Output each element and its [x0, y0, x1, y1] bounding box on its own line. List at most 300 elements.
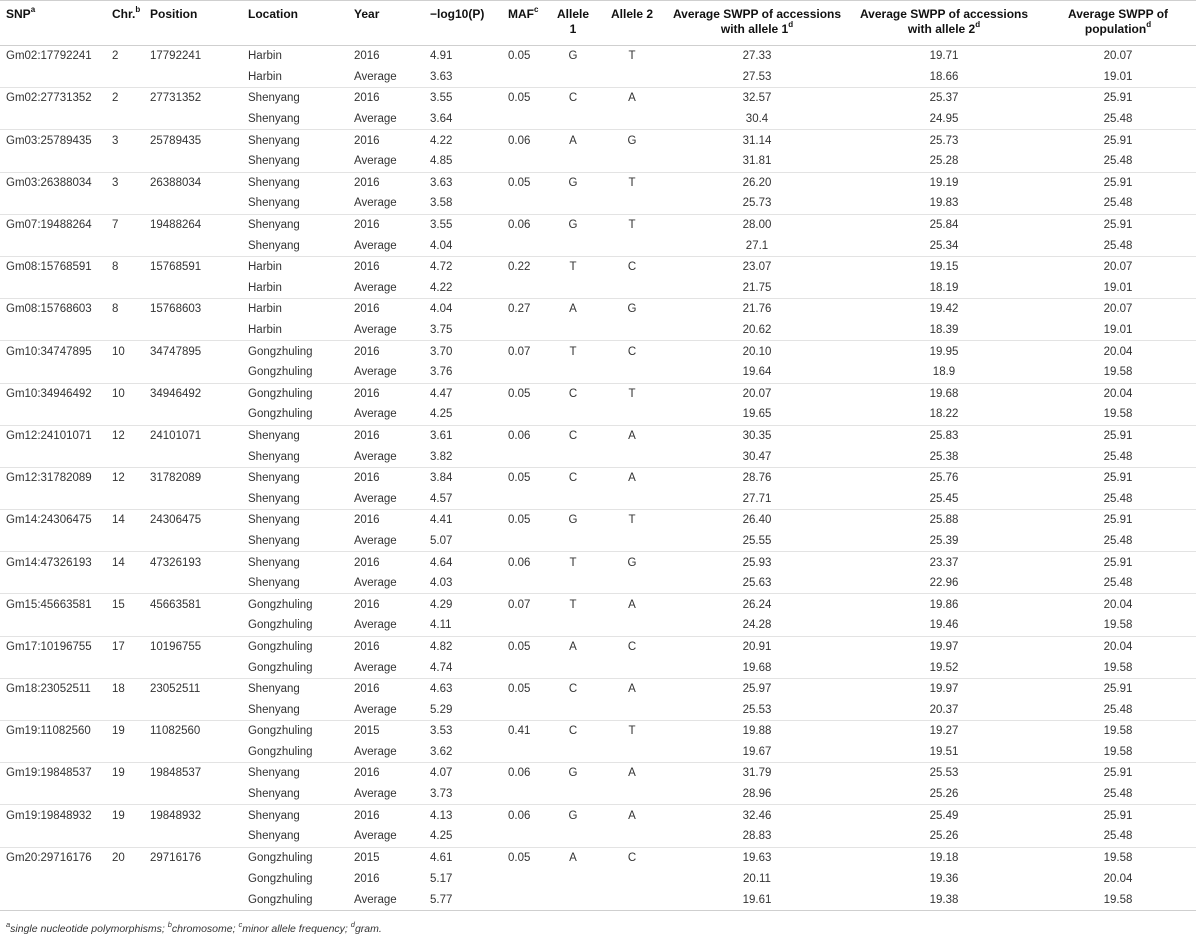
cell-position — [144, 446, 242, 467]
cell-swpp-population: 25.91 — [1103, 134, 1133, 147]
cell-neglog10p: 3.75 — [424, 320, 502, 341]
cell-year: Average — [348, 657, 424, 678]
column-header-allele-1 — [546, 1, 598, 46]
header-row — [0, 1, 1196, 46]
cell-year: 2016 — [354, 92, 380, 105]
cell-location: Gongzhuling — [248, 640, 313, 653]
cell-swpp-population: 25.91 — [1103, 176, 1133, 189]
footnote-marker: d — [350, 919, 355, 929]
cell-year: Average — [348, 488, 424, 509]
cell-year: 2016 — [354, 598, 380, 611]
cell-position — [144, 868, 242, 889]
column-header-swpp-allele-1 — [664, 1, 848, 46]
cell-allele-1 — [546, 573, 598, 594]
cell-swpp-population: 25.91 — [1103, 683, 1133, 696]
cell-swpp-allele-2: 18.22 — [848, 404, 1038, 425]
cell-neglog10p: 4.04 — [424, 235, 502, 256]
cell-swpp-population: 19.58 — [1103, 851, 1133, 864]
cell-chr: 20 — [112, 851, 125, 864]
cell-swpp-allele-2: 25.37 — [929, 92, 959, 105]
cell-chr — [106, 784, 144, 805]
cell-allele-2 — [598, 573, 664, 594]
cell-neglog10p: 4.22 — [424, 278, 502, 299]
cell-maf: 0.05 — [508, 472, 531, 485]
cell-swpp-allele-2: 25.34 — [848, 235, 1038, 256]
column-header-label: Average SWPP of accessions with allele 1 — [672, 7, 842, 36]
cell-maf: 0.05 — [508, 640, 531, 653]
cell-swpp-population: 20.07 — [1103, 261, 1133, 274]
table-row — [0, 467, 1196, 488]
table-row — [0, 256, 1196, 277]
cell-year: 2015 — [354, 851, 380, 864]
footnote-text: chromosome; — [171, 923, 239, 935]
cell-location: Gongzhuling — [242, 657, 348, 678]
cell-swpp-population: 25.91 — [1103, 556, 1133, 569]
cell-swpp-allele-1: 19.63 — [742, 851, 772, 864]
cell-chr — [106, 868, 144, 889]
cell-maf — [502, 784, 546, 805]
cell-location: Gongzhuling — [242, 615, 348, 636]
cell-allele-2 — [598, 446, 664, 467]
cell-neglog10p: 3.70 — [430, 345, 453, 358]
cell-position: 10196755 — [150, 640, 202, 653]
cell-allele-2: A — [628, 683, 636, 696]
cell-snp: Gm18:23052511 — [6, 683, 91, 696]
cell-year: Average — [348, 404, 424, 425]
cell-position: 45663581 — [150, 598, 202, 611]
cell-swpp-allele-1: 21.76 — [742, 303, 772, 316]
cell-swpp-allele-2: 19.38 — [848, 889, 1038, 910]
cell-allele-1 — [546, 404, 598, 425]
cell-swpp-allele-1: 20.11 — [743, 872, 771, 885]
cell-chr: 3 — [112, 134, 119, 147]
cell-position: 25789435 — [150, 134, 202, 147]
cell-maf — [502, 404, 546, 425]
cell-allele-1: G — [568, 809, 578, 822]
cell-position: 19848537 — [150, 767, 202, 780]
cell-maf — [502, 742, 546, 763]
cell-swpp-population: 20.04 — [1103, 872, 1133, 885]
cell-allele-1: G — [568, 50, 578, 63]
cell-swpp-population: 20.04 — [1103, 345, 1133, 358]
cell-neglog10p: 4.47 — [430, 387, 453, 400]
cell-year: Average — [348, 446, 424, 467]
cell-position — [144, 742, 242, 763]
cell-maf: 0.07 — [508, 598, 531, 611]
cell-snp: Gm03:26388034 — [6, 176, 92, 189]
cell-swpp-population: 19.58 — [1038, 404, 1196, 425]
cell-maf: 0.05 — [508, 514, 531, 527]
cell-allele-2 — [598, 657, 664, 678]
column-header-year — [348, 1, 424, 46]
table-row — [0, 235, 1196, 256]
column-header-label: MAF — [508, 7, 534, 21]
cell-year: Average — [348, 889, 424, 910]
cell-year: 2016 — [354, 134, 380, 147]
cell-allele-2: A — [628, 767, 636, 780]
cell-allele-2 — [598, 868, 664, 889]
cell-allele-1 — [546, 531, 598, 552]
cell-allele-2: T — [628, 514, 636, 527]
cell-position: 19848932 — [150, 809, 202, 822]
cell-chr — [106, 657, 144, 678]
cell-location: Shenyang — [248, 767, 300, 780]
cell-neglog10p: 3.55 — [430, 219, 453, 232]
cell-chr — [106, 742, 144, 763]
cell-location: Shenyang — [242, 109, 348, 130]
cell-allele-1 — [546, 657, 598, 678]
cell-location: Shenyang — [242, 446, 348, 467]
cell-swpp-allele-1: 25.53 — [664, 699, 848, 720]
cell-year: Average — [348, 742, 424, 763]
cell-year: 2016 — [354, 387, 380, 400]
footnote-text: minor allele frequency; — [242, 923, 351, 935]
table-row — [0, 889, 1196, 910]
cell-chr: 8 — [112, 261, 119, 274]
cell-swpp-population: 19.58 — [1038, 657, 1196, 678]
cell-neglog10p: 3.63 — [430, 176, 453, 189]
cell-location: Gongzhuling — [248, 345, 313, 358]
cell-position: 34747895 — [150, 345, 202, 358]
cell-year: Average — [348, 235, 424, 256]
cell-allele-1 — [546, 235, 598, 256]
column-header-label: Location — [248, 7, 298, 21]
cell-swpp-allele-1: 27.33 — [742, 50, 772, 63]
cell-snp — [0, 109, 106, 130]
cell-snp — [0, 531, 106, 552]
table-row — [0, 657, 1196, 678]
cell-allele-2: A — [628, 472, 636, 485]
cell-swpp-allele-1: 20.07 — [742, 387, 772, 400]
cell-allele-1 — [546, 362, 598, 383]
cell-position: 11082560 — [150, 725, 201, 738]
cell-swpp-allele-2: 19.68 — [929, 387, 959, 400]
cell-snp — [0, 826, 106, 847]
table-body — [0, 46, 1196, 911]
cell-maf — [502, 193, 546, 214]
cell-year: 2016 — [354, 219, 380, 232]
cell-swpp-allele-2: 18.66 — [848, 67, 1038, 88]
cell-year: Average — [348, 615, 424, 636]
cell-maf: 0.06 — [508, 429, 531, 442]
cell-snp: Gm02:27731352 — [6, 92, 92, 105]
column-header-swpp-allele-2 — [848, 1, 1038, 46]
cell-swpp-allele-1: 25.55 — [664, 531, 848, 552]
column-header-allele-2 — [598, 1, 664, 46]
cell-chr: 10 — [112, 345, 125, 358]
cell-swpp-allele-1: 23.07 — [742, 261, 772, 274]
cell-location: Shenyang — [248, 92, 300, 105]
cell-year: Average — [348, 573, 424, 594]
cell-neglog10p: 4.91 — [430, 50, 453, 63]
cell-neglog10p: 5.77 — [424, 889, 502, 910]
cell-swpp-population: 25.91 — [1103, 429, 1133, 442]
table-row — [0, 425, 1196, 446]
cell-allele-2: A — [628, 598, 636, 611]
cell-chr — [106, 320, 144, 341]
cell-neglog10p: 5.29 — [424, 699, 502, 720]
cell-allele-1 — [546, 784, 598, 805]
cell-location: Shenyang — [242, 531, 348, 552]
cell-location: Shenyang — [242, 699, 348, 720]
footnote-marker: c — [534, 5, 539, 14]
cell-chr: 7 — [112, 219, 119, 232]
table-row — [0, 678, 1196, 699]
cell-maf — [502, 109, 546, 130]
cell-allele-1: T — [569, 598, 577, 611]
cell-swpp-allele-2: 19.42 — [929, 303, 959, 316]
cell-location: Harbin — [248, 303, 282, 316]
cell-neglog10p: 4.57 — [424, 488, 502, 509]
cell-swpp-allele-1: 25.97 — [742, 683, 772, 696]
cell-snp — [0, 488, 106, 509]
cell-allele-1 — [546, 615, 598, 636]
cell-swpp-population: 19.58 — [1038, 742, 1196, 763]
cell-swpp-allele-2: 19.86 — [929, 598, 959, 611]
cell-neglog10p: 4.03 — [424, 573, 502, 594]
cell-allele-1 — [546, 320, 598, 341]
cell-allele-2 — [598, 67, 664, 88]
column-header-label: Allele 2 — [610, 7, 654, 21]
cell-allele-1 — [546, 67, 598, 88]
cell-swpp-population: 20.04 — [1103, 640, 1133, 653]
cell-swpp-allele-2: 25.45 — [848, 488, 1038, 509]
cell-year: 2016 — [354, 261, 380, 274]
cell-swpp-allele-1: 19.88 — [742, 725, 772, 738]
cell-maf: 0.05 — [508, 92, 531, 105]
cell-snp: Gm07:19488264 — [6, 219, 92, 232]
cell-swpp-allele-2: 19.71 — [929, 50, 959, 63]
cell-location: Shenyang — [242, 151, 348, 172]
cell-allele-1 — [546, 868, 598, 889]
cell-swpp-allele-1: 28.00 — [742, 219, 772, 232]
cell-position — [144, 193, 242, 214]
cell-allele-2 — [598, 488, 664, 509]
column-header-label: Year — [354, 7, 380, 21]
cell-position — [144, 109, 242, 130]
cell-swpp-allele-1: 31.81 — [664, 151, 848, 172]
cell-swpp-allele-1: 28.96 — [664, 784, 848, 805]
cell-chr: 2 — [112, 92, 119, 105]
cell-swpp-population: 25.48 — [1038, 151, 1196, 172]
table-row — [0, 404, 1196, 425]
footnote-marker: d — [1146, 20, 1152, 29]
table-row — [0, 847, 1196, 868]
cell-position — [144, 320, 242, 341]
cell-year: Average — [348, 151, 424, 172]
cell-snp — [0, 193, 106, 214]
table-row — [0, 67, 1196, 88]
cell-neglog10p: 4.63 — [430, 683, 453, 696]
cell-neglog10p: 4.85 — [424, 151, 502, 172]
cell-maf: 0.06 — [508, 767, 531, 780]
cell-swpp-allele-1: 20.91 — [742, 640, 772, 653]
cell-swpp-allele-2: 19.27 — [929, 725, 959, 738]
cell-location: Gongzhuling — [248, 725, 313, 738]
cell-neglog10p: 3.53 — [430, 725, 453, 738]
cell-position: 31782089 — [150, 472, 202, 485]
table-row — [0, 341, 1196, 362]
cell-swpp-allele-2: 25.26 — [848, 826, 1038, 847]
table-row — [0, 46, 1196, 67]
cell-allele-1: G — [568, 219, 578, 232]
cell-neglog10p: 5.07 — [424, 531, 502, 552]
cell-swpp-population: 20.04 — [1103, 387, 1133, 400]
cell-swpp-allele-2: 19.15 — [929, 261, 959, 274]
cell-maf: 0.07 — [508, 345, 531, 358]
cell-position — [144, 784, 242, 805]
cell-swpp-allele-1: 25.93 — [742, 556, 772, 569]
cell-neglog10p: 3.58 — [424, 193, 502, 214]
table-row — [0, 868, 1196, 889]
cell-chr — [106, 889, 144, 910]
cell-position: 47326193 — [150, 556, 202, 569]
cell-swpp-allele-2: 19.18 — [929, 851, 959, 864]
cell-maf — [502, 889, 546, 910]
cell-chr: 12 — [112, 429, 125, 442]
footnote-text: single nucleotide polymorphisms; — [10, 923, 168, 935]
cell-allele-1 — [546, 889, 598, 910]
cell-chr: 14 — [112, 556, 125, 569]
column-header-neglog10p — [424, 1, 502, 46]
cell-location: Shenyang — [248, 176, 300, 189]
cell-allele-1: C — [568, 92, 578, 105]
cell-swpp-allele-2: 25.38 — [848, 446, 1038, 467]
cell-allele-1 — [546, 826, 598, 847]
cell-maf — [502, 699, 546, 720]
column-header-label: Chr. — [112, 7, 136, 21]
cell-maf — [502, 826, 546, 847]
cell-swpp-allele-2: 19.46 — [848, 615, 1038, 636]
cell-allele-1 — [546, 278, 598, 299]
cell-location: Gongzhuling — [242, 742, 348, 763]
cell-swpp-allele-1: 32.46 — [742, 809, 772, 822]
cell-allele-2 — [598, 531, 664, 552]
cell-chr: 19 — [112, 725, 125, 738]
cell-position — [144, 657, 242, 678]
cell-allele-1: T — [569, 261, 577, 274]
cell-maf: 0.06 — [508, 219, 531, 232]
cell-allele-2: G — [627, 556, 637, 569]
cell-snp — [0, 235, 106, 256]
cell-snp — [0, 868, 106, 889]
cell-chr: 14 — [112, 514, 125, 527]
cell-allele-2: T — [628, 50, 636, 63]
cell-location: Gongzhuling — [242, 362, 348, 383]
cell-maf: 0.22 — [508, 261, 531, 274]
column-header-snp — [0, 1, 106, 46]
cell-snp — [0, 404, 106, 425]
cell-allele-2 — [598, 784, 664, 805]
column-header-swpp-population — [1038, 1, 1196, 46]
cell-chr: 17 — [112, 640, 125, 653]
cell-snp: Gm10:34747895 — [6, 345, 92, 358]
cell-neglog10p: 4.82 — [430, 640, 453, 653]
cell-position — [144, 67, 242, 88]
cell-allele-1: G — [568, 767, 578, 780]
cell-snp — [0, 446, 106, 467]
cell-location: Gongzhuling — [248, 387, 313, 400]
footnote-marker: d — [788, 20, 794, 29]
cell-swpp-allele-2: 25.26 — [848, 784, 1038, 805]
cell-position: 24101071 — [150, 429, 202, 442]
cell-swpp-allele-2: 25.49 — [929, 809, 959, 822]
cell-position — [144, 531, 242, 552]
cell-maf: 0.06 — [508, 556, 531, 569]
cell-allele-1: G — [568, 176, 578, 189]
cell-neglog10p: 3.62 — [424, 742, 502, 763]
cell-swpp-allele-1: 32.57 — [742, 92, 772, 105]
cell-swpp-allele-2: 25.88 — [929, 514, 959, 527]
cell-allele-1: C — [568, 725, 578, 738]
cell-swpp-population: 25.91 — [1103, 219, 1133, 232]
footnote-marker: d — [975, 20, 981, 29]
cell-location: Shenyang — [242, 826, 348, 847]
table-row — [0, 699, 1196, 720]
cell-swpp-allele-2: 19.52 — [848, 657, 1038, 678]
cell-swpp-allele-1: 25.73 — [664, 193, 848, 214]
cell-maf: 0.05 — [508, 683, 531, 696]
cell-maf — [502, 573, 546, 594]
cell-snp: Gm14:24306475 — [6, 514, 92, 527]
cell-neglog10p: 4.61 — [430, 851, 453, 864]
cell-maf — [502, 446, 546, 467]
footnote-text: gram. — [354, 923, 382, 935]
cell-position — [144, 826, 242, 847]
table-footnote — [6, 919, 382, 935]
cell-swpp-allele-2: 25.73 — [929, 134, 959, 147]
cell-snp: Gm15:45663581 — [6, 598, 92, 611]
cell-snp — [0, 67, 106, 88]
cell-position — [144, 699, 242, 720]
cell-chr: 8 — [112, 303, 119, 316]
cell-allele-2: T — [628, 387, 636, 400]
cell-snp: Gm08:15768603 — [6, 303, 92, 316]
cell-neglog10p: 3.61 — [430, 429, 453, 442]
cell-swpp-allele-2: 25.39 — [848, 531, 1038, 552]
cell-neglog10p: 4.11 — [424, 615, 502, 636]
cell-location: Shenyang — [242, 784, 348, 805]
cell-allele-1: C — [568, 429, 578, 442]
cell-swpp-allele-2: 18.39 — [848, 320, 1038, 341]
cell-swpp-allele-2: 19.83 — [848, 193, 1038, 214]
cell-swpp-population: 25.48 — [1038, 699, 1196, 720]
cell-allele-1: T — [569, 345, 577, 358]
cell-maf: 0.05 — [508, 176, 531, 189]
cell-position — [144, 235, 242, 256]
cell-swpp-population: 25.48 — [1038, 109, 1196, 130]
cell-location: Shenyang — [248, 683, 300, 696]
cell-allele-2 — [598, 362, 664, 383]
cell-allele-2: T — [628, 219, 636, 232]
cell-swpp-population: 25.91 — [1103, 809, 1133, 822]
cell-swpp-allele-2: 25.28 — [848, 151, 1038, 172]
cell-position: 23052511 — [150, 683, 201, 696]
table-row — [0, 826, 1196, 847]
cell-year: Average — [348, 784, 424, 805]
cell-maf — [502, 657, 546, 678]
cell-snp — [0, 151, 106, 172]
cell-swpp-population: 25.91 — [1103, 767, 1133, 780]
cell-allele-2 — [598, 320, 664, 341]
cell-position: 19488264 — [150, 219, 202, 232]
cell-snp — [0, 784, 106, 805]
cell-neglog10p: 4.64 — [430, 556, 453, 569]
cell-position — [144, 404, 242, 425]
cell-allele-2 — [598, 889, 664, 910]
cell-chr — [106, 488, 144, 509]
cell-swpp-allele-1: 30.35 — [742, 429, 772, 442]
